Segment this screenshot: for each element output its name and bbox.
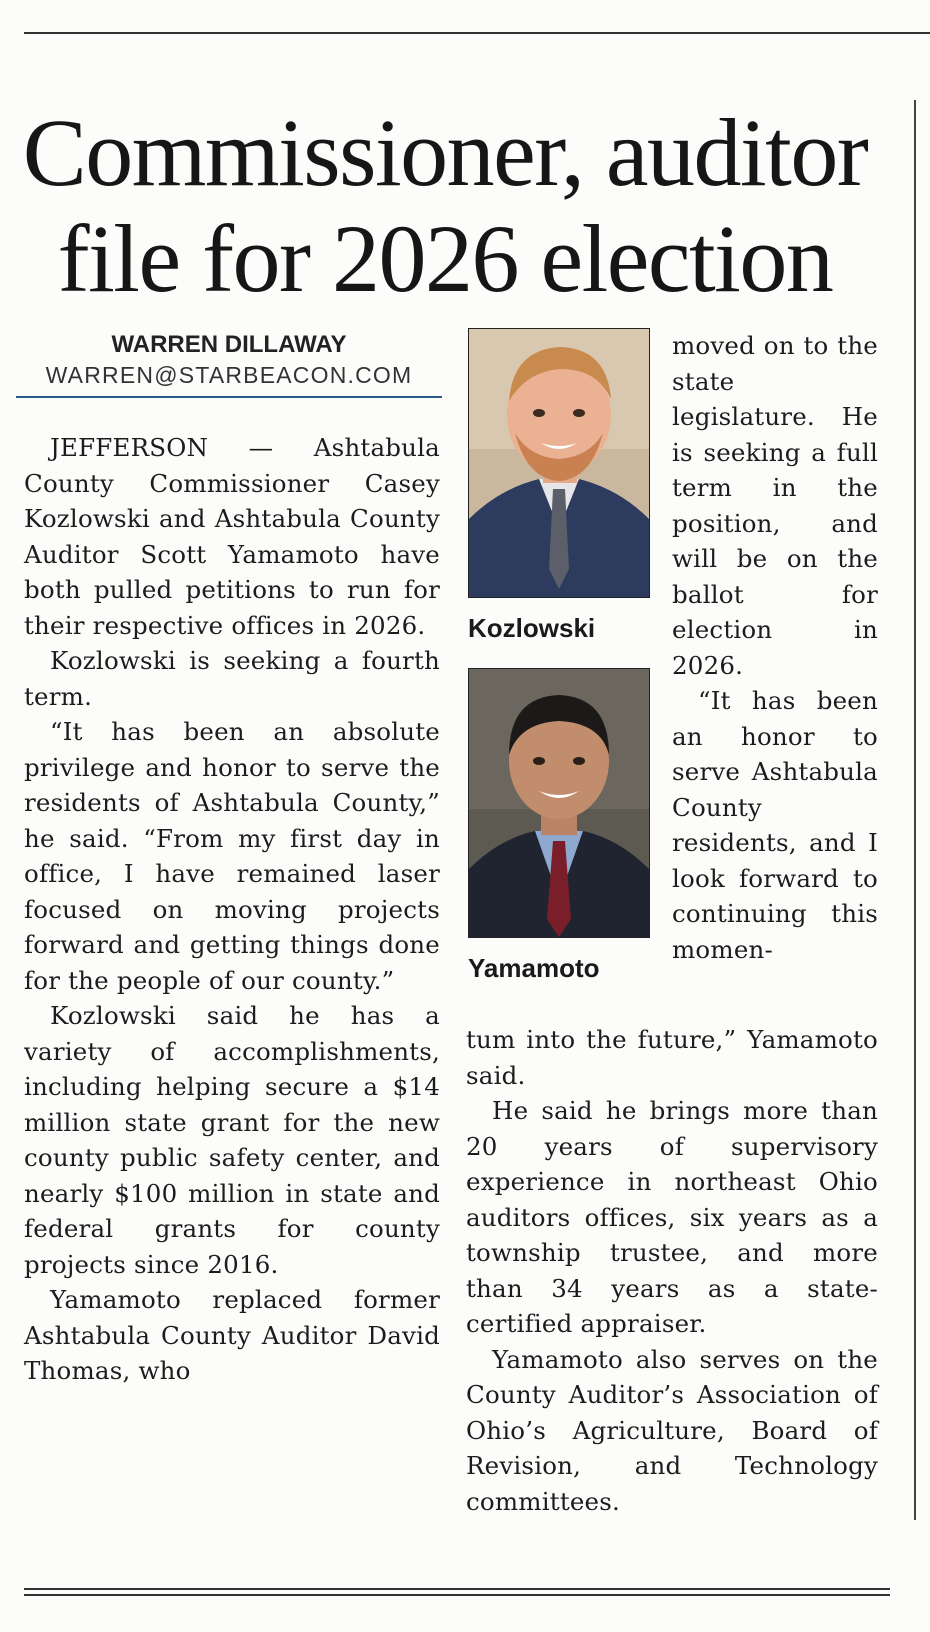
headline-line-2: file for 2026 election (57, 205, 833, 312)
paragraph: He said he brings more than 20 years of supervisory experience in northeast Ohio auditors offices, six years as a township trustee, and more than 34 years as a state-certified appraiser. (466, 1096, 878, 1338)
paragraph: Yamamoto replaced former Ashtabula County Auditor David Thomas, who (24, 1285, 440, 1385)
top-rule (24, 32, 930, 34)
bottom-rule (24, 1588, 890, 1590)
article-column-2 (466, 1022, 878, 1519)
paragraph: Yamamoto also serves on the County Auditor’s Association of Ohio’s Agriculture, Board of Revision, and Technology committees. (466, 1344, 878, 1516)
headline-line-1: Commissioner, auditor (22, 99, 868, 206)
yamamoto-caption: Yamamoto (468, 953, 600, 983)
kozlowski-caption: Kozlowski (468, 613, 596, 643)
paragraph: Kozlowski said he has a variety of accomplishments, including helping secure a $14 million state grant for the new county public safety center, and nearly $100 million in state and federal grants for county projects since 2016. (24, 1001, 440, 1279)
bottom-rule (24, 1594, 890, 1596)
paragraph: Kozlowski is seeking a fourth term. (24, 646, 440, 711)
paragraph: “It has been an honor to serve Ashtabula County residents, and I look forward to continuing this momen- (672, 686, 878, 964)
paragraph: “It has been an absolute privilege and honor to serve the residents of Ashtabula County,” he said. “From my first day in office, I have remained laser focused on moving projects forward and getting things done for the people of our county.” (24, 717, 440, 995)
kozlowski-photo (468, 328, 650, 598)
paragraph: moved on to the state legislature. He is seeking a full term in the position, and will be on the ballot for election in 2026. (672, 331, 878, 680)
right-column-rule (914, 100, 916, 1520)
byline-name: WARREN DILLAWAY (111, 331, 347, 358)
byline (16, 330, 442, 398)
byline-email[interactable]: WARREN@STARBEACON.COM (45, 362, 413, 388)
article-column-1 (24, 430, 440, 1389)
paragraph: tum into the future,” Yamamoto said. (466, 1025, 878, 1090)
byline-divider (16, 396, 442, 398)
paragraph: JEFFERSON — Ashtabula County Commissioner Casey Kozlowski and Ashtabula County Auditor Scott Yamamoto have both pulled petitions to run for their respective offices in 2026. (24, 433, 440, 640)
headline (20, 100, 870, 312)
article-column-2-narrow (672, 328, 878, 967)
yamamoto-photo (468, 668, 650, 938)
